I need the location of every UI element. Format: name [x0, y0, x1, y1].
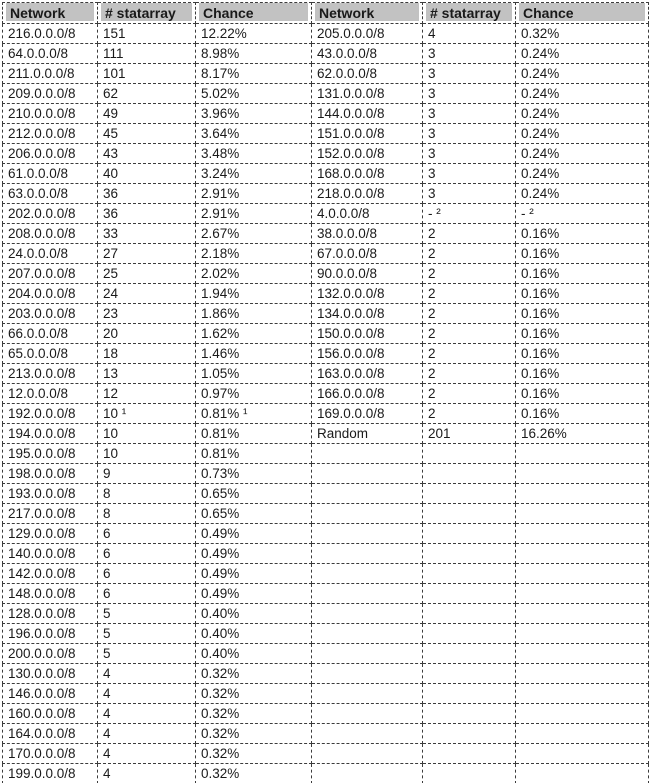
network-cell: 130.0.0.0/8	[3, 664, 98, 684]
network-cell: 66.0.0.0/8	[3, 324, 98, 344]
statarray-cell: 6	[98, 584, 196, 604]
network-cell	[312, 464, 423, 484]
statarray-cell: 101	[98, 64, 196, 84]
chance-cell	[516, 464, 649, 484]
statarray-cell: 2	[423, 384, 516, 404]
chance-cell: 0.16%	[516, 304, 649, 324]
statarray-cell: 4	[98, 664, 196, 684]
table-row	[3, 104, 649, 124]
network-cell: 203.0.0.0/8	[3, 304, 98, 324]
statarray-cell: 62	[98, 84, 196, 104]
table-row	[3, 764, 649, 783]
network-cell	[312, 704, 423, 724]
chance-cell	[516, 584, 649, 604]
col-header-network: Network	[3, 3, 98, 24]
table-row	[3, 504, 649, 524]
network-cell: 24.0.0.0/8	[3, 244, 98, 264]
network-cell: 208.0.0.0/8	[3, 224, 98, 244]
network-cell	[312, 584, 423, 604]
table-row	[3, 704, 649, 724]
statarray-cell	[423, 584, 516, 604]
statarray-cell: 5	[98, 644, 196, 664]
chance-cell: 0.24%	[516, 84, 649, 104]
statarray-cell: 33	[98, 224, 196, 244]
table-row	[3, 204, 649, 224]
table-row	[3, 64, 649, 84]
statarray-cell: 3	[423, 184, 516, 204]
chance-cell: 3.24%	[196, 164, 312, 184]
network-cell	[312, 684, 423, 704]
statarray-cell: 24	[98, 284, 196, 304]
table-row	[3, 244, 649, 264]
statarray-cell: 4	[98, 684, 196, 704]
network-cell: 144.0.0.0/8	[312, 104, 423, 124]
chance-cell: 0.81%	[196, 444, 312, 464]
chance-cell	[516, 524, 649, 544]
network-cell: 168.0.0.0/8	[312, 164, 423, 184]
table-row	[3, 684, 649, 704]
statarray-cell: 8	[98, 504, 196, 524]
network-chance-table	[2, 2, 649, 783]
table-row	[3, 744, 649, 764]
statarray-cell: 25	[98, 264, 196, 284]
chance-cell: 0.24%	[516, 104, 649, 124]
col-header-network: Network	[312, 3, 423, 24]
table-row	[3, 724, 649, 744]
statarray-cell: 5	[98, 604, 196, 624]
table-row	[3, 624, 649, 644]
statarray-cell: 3	[423, 164, 516, 184]
statarray-cell: 111	[98, 44, 196, 64]
network-cell: 209.0.0.0/8	[3, 84, 98, 104]
chance-cell	[516, 644, 649, 664]
statarray-cell	[423, 604, 516, 624]
chance-cell: 0.65%	[196, 504, 312, 524]
network-cell	[312, 724, 423, 744]
network-cell: 207.0.0.0/8	[3, 264, 98, 284]
chance-cell: 0.24%	[516, 184, 649, 204]
chance-cell: 3.48%	[196, 144, 312, 164]
chance-cell	[516, 744, 649, 764]
statarray-cell	[423, 664, 516, 684]
statarray-cell: 43	[98, 144, 196, 164]
network-cell: 129.0.0.0/8	[3, 524, 98, 544]
chance-cell	[516, 704, 649, 724]
statarray-cell: 23	[98, 304, 196, 324]
network-cell: 196.0.0.0/8	[3, 624, 98, 644]
chance-cell: 2.91%	[196, 184, 312, 204]
statarray-cell: 36	[98, 184, 196, 204]
network-cell: 156.0.0.0/8	[312, 344, 423, 364]
network-cell: 212.0.0.0/8	[3, 124, 98, 144]
statarray-cell	[423, 644, 516, 664]
table-row	[3, 524, 649, 544]
network-cell: 192.0.0.0/8	[3, 404, 98, 424]
statarray-cell: 6	[98, 564, 196, 584]
network-cell: 128.0.0.0/8	[3, 604, 98, 624]
chance-cell: 0.32%	[196, 764, 312, 783]
table-row	[3, 324, 649, 344]
chance-cell: 0.16%	[516, 244, 649, 264]
network-cell: 216.0.0.0/8	[3, 24, 98, 44]
network-cell: 166.0.0.0/8	[312, 384, 423, 404]
statarray-cell	[423, 484, 516, 504]
network-cell: 43.0.0.0/8	[312, 44, 423, 64]
chance-cell: 0.32%	[196, 724, 312, 744]
statarray-cell: 5	[98, 624, 196, 644]
network-cell: 62.0.0.0/8	[312, 64, 423, 84]
network-cell: 67.0.0.0/8	[312, 244, 423, 264]
chance-cell: 12.22%	[196, 24, 312, 44]
chance-cell: 0.81%	[196, 424, 312, 444]
statarray-cell: 10	[98, 444, 196, 464]
statarray-cell: 6	[98, 544, 196, 564]
statarray-cell	[423, 744, 516, 764]
network-cell: 217.0.0.0/8	[3, 504, 98, 524]
network-cell: 61.0.0.0/8	[3, 164, 98, 184]
chance-cell: 0.16%	[516, 224, 649, 244]
statarray-cell: 2	[423, 244, 516, 264]
statarray-cell: 2	[423, 404, 516, 424]
chance-cell: - ²	[516, 204, 649, 224]
network-cell: 38.0.0.0/8	[312, 224, 423, 244]
chance-cell: 2.02%	[196, 264, 312, 284]
network-cell: 140.0.0.0/8	[3, 544, 98, 564]
table-row	[3, 344, 649, 364]
chance-cell: 0.40%	[196, 644, 312, 664]
table-row	[3, 84, 649, 104]
chance-cell: 0.40%	[196, 624, 312, 644]
table-row	[3, 444, 649, 464]
table-row	[3, 604, 649, 624]
table-row	[3, 124, 649, 144]
network-cell: 194.0.0.0/8	[3, 424, 98, 444]
chance-cell: 0.16%	[516, 284, 649, 304]
statarray-cell: 4	[98, 744, 196, 764]
col-header-chance: Chance	[196, 3, 312, 24]
statarray-cell: 10 ¹	[98, 404, 196, 424]
statarray-cell: - ²	[423, 204, 516, 224]
statarray-cell: 2	[423, 284, 516, 304]
statarray-cell: 3	[423, 144, 516, 164]
statarray-cell: 4	[98, 724, 196, 744]
network-cell: 152.0.0.0/8	[312, 144, 423, 164]
network-cell: 131.0.0.0/8	[312, 84, 423, 104]
network-cell: 151.0.0.0/8	[312, 124, 423, 144]
network-cell: 169.0.0.0/8	[312, 404, 423, 424]
chance-cell: 0.49%	[196, 584, 312, 604]
network-cell: 12.0.0.0/8	[3, 384, 98, 404]
network-cell: 198.0.0.0/8	[3, 464, 98, 484]
chance-cell: 0.49%	[196, 564, 312, 584]
chance-cell: 0.16%	[516, 264, 649, 284]
statarray-cell: 12	[98, 384, 196, 404]
statarray-cell: 3	[423, 124, 516, 144]
chance-cell: 16.26%	[516, 424, 649, 444]
network-cell: 170.0.0.0/8	[3, 744, 98, 764]
chance-cell: 0.24%	[516, 44, 649, 64]
statarray-cell	[423, 764, 516, 783]
chance-cell: 1.86%	[196, 304, 312, 324]
network-cell: 64.0.0.0/8	[3, 44, 98, 64]
statarray-cell: 2	[423, 344, 516, 364]
network-cell: 213.0.0.0/8	[3, 364, 98, 384]
table-row	[3, 544, 649, 564]
table-row	[3, 484, 649, 504]
network-cell	[312, 744, 423, 764]
statarray-cell: 13	[98, 364, 196, 384]
chance-cell: 5.02%	[196, 84, 312, 104]
statarray-cell	[423, 724, 516, 744]
table-row	[3, 224, 649, 244]
network-cell: 193.0.0.0/8	[3, 484, 98, 504]
chance-cell: 0.16%	[516, 324, 649, 344]
table-row	[3, 664, 649, 684]
statarray-cell: 45	[98, 124, 196, 144]
statarray-cell: 36	[98, 204, 196, 224]
network-cell: 204.0.0.0/8	[3, 284, 98, 304]
chance-cell: 0.24%	[516, 124, 649, 144]
chance-cell: 1.05%	[196, 364, 312, 384]
network-cell	[312, 524, 423, 544]
chance-cell: 0.32%	[516, 24, 649, 44]
network-cell	[312, 764, 423, 783]
network-cell: 200.0.0.0/8	[3, 644, 98, 664]
statarray-cell: 4	[98, 764, 196, 783]
statarray-cell	[423, 564, 516, 584]
statarray-cell: 9	[98, 464, 196, 484]
statarray-cell: 8	[98, 484, 196, 504]
statarray-cell	[423, 524, 516, 544]
statarray-cell: 49	[98, 104, 196, 124]
statarray-cell: 151	[98, 24, 196, 44]
table-row	[3, 384, 649, 404]
network-cell: 218.0.0.0/8	[312, 184, 423, 204]
network-cell: 148.0.0.0/8	[3, 584, 98, 604]
statarray-cell	[423, 504, 516, 524]
network-cell: 195.0.0.0/8	[3, 444, 98, 464]
chance-cell: 3.96%	[196, 104, 312, 124]
chance-cell	[516, 764, 649, 783]
network-cell: 202.0.0.0/8	[3, 204, 98, 224]
table-row	[3, 424, 649, 444]
statarray-cell: 3	[423, 104, 516, 124]
chance-cell: 0.49%	[196, 544, 312, 564]
chance-cell: 0.24%	[516, 164, 649, 184]
network-cell: 199.0.0.0/8	[3, 764, 98, 783]
statarray-cell: 27	[98, 244, 196, 264]
chance-cell	[516, 504, 649, 524]
network-cell: 205.0.0.0/8	[312, 24, 423, 44]
network-cell	[312, 444, 423, 464]
table-row	[3, 44, 649, 64]
table-row	[3, 404, 649, 424]
statarray-cell: 20	[98, 324, 196, 344]
table-row	[3, 164, 649, 184]
network-cell: 90.0.0.0/8	[312, 264, 423, 284]
statarray-cell	[423, 544, 516, 564]
table-row	[3, 184, 649, 204]
network-cell: 65.0.0.0/8	[3, 344, 98, 364]
chance-cell: 0.24%	[516, 64, 649, 84]
network-cell	[312, 624, 423, 644]
chance-cell: 1.46%	[196, 344, 312, 364]
chance-cell: 0.97%	[196, 384, 312, 404]
table-row	[3, 304, 649, 324]
network-cell	[312, 644, 423, 664]
chance-cell: 0.32%	[196, 704, 312, 724]
chance-cell: 0.16%	[516, 364, 649, 384]
network-cell: 163.0.0.0/8	[312, 364, 423, 384]
statarray-cell: 2	[423, 324, 516, 344]
statarray-cell: 2	[423, 364, 516, 384]
network-cell: 4.0.0.0/8	[312, 204, 423, 224]
network-cell: 211.0.0.0/8	[3, 64, 98, 84]
statarray-cell: 40	[98, 164, 196, 184]
chance-cell	[516, 724, 649, 744]
chance-cell: 2.18%	[196, 244, 312, 264]
statarray-cell: 3	[423, 64, 516, 84]
chance-cell: 0.40%	[196, 604, 312, 624]
chance-cell: 0.49%	[196, 524, 312, 544]
table-header-row	[3, 3, 649, 24]
network-cell: Random	[312, 424, 423, 444]
chance-cell: 0.81% ¹	[196, 404, 312, 424]
chance-cell: 8.17%	[196, 64, 312, 84]
col-header-statarray: # statarray	[423, 3, 516, 24]
statarray-cell: 3	[423, 44, 516, 64]
table-row	[3, 464, 649, 484]
col-header-statarray: # statarray	[98, 3, 196, 24]
network-cell	[312, 564, 423, 584]
table-row	[3, 644, 649, 664]
table-row	[3, 264, 649, 284]
table-row	[3, 144, 649, 164]
statarray-cell	[423, 704, 516, 724]
chance-cell	[516, 664, 649, 684]
chance-cell	[516, 484, 649, 504]
network-cell: 134.0.0.0/8	[312, 304, 423, 324]
statarray-cell: 2	[423, 264, 516, 284]
chance-cell: 0.65%	[196, 484, 312, 504]
statarray-cell: 10	[98, 424, 196, 444]
network-cell	[312, 604, 423, 624]
chance-cell	[516, 544, 649, 564]
network-cell	[312, 484, 423, 504]
chance-cell	[516, 624, 649, 644]
chance-cell: 0.24%	[516, 144, 649, 164]
network-cell: 63.0.0.0/8	[3, 184, 98, 204]
table-row	[3, 584, 649, 604]
table-row	[3, 564, 649, 584]
table-row	[3, 24, 649, 44]
chance-cell	[516, 564, 649, 584]
statarray-cell	[423, 444, 516, 464]
network-cell: 160.0.0.0/8	[3, 704, 98, 724]
network-cell: 142.0.0.0/8	[3, 564, 98, 584]
chance-cell: 0.32%	[196, 684, 312, 704]
chance-cell: 3.64%	[196, 124, 312, 144]
table-row	[3, 284, 649, 304]
statarray-cell: 4	[423, 24, 516, 44]
network-cell: 146.0.0.0/8	[3, 684, 98, 704]
statarray-cell: 2	[423, 224, 516, 244]
network-cell: 210.0.0.0/8	[3, 104, 98, 124]
statarray-cell	[423, 624, 516, 644]
chance-cell: 0.32%	[196, 744, 312, 764]
chance-cell: 2.67%	[196, 224, 312, 244]
chance-cell: 0.73%	[196, 464, 312, 484]
chance-cell: 1.94%	[196, 284, 312, 304]
statarray-cell	[423, 464, 516, 484]
statarray-cell: 201	[423, 424, 516, 444]
chance-cell	[516, 684, 649, 704]
chance-cell: 1.62%	[196, 324, 312, 344]
chance-cell: 0.32%	[196, 664, 312, 684]
chance-cell: 2.91%	[196, 204, 312, 224]
network-cell: 164.0.0.0/8	[3, 724, 98, 744]
network-cell	[312, 504, 423, 524]
chance-cell: 0.16%	[516, 384, 649, 404]
network-cell: 132.0.0.0/8	[312, 284, 423, 304]
statarray-cell	[423, 684, 516, 704]
chance-cell: 8.98%	[196, 44, 312, 64]
chance-cell	[516, 444, 649, 464]
chance-cell: 0.16%	[516, 344, 649, 364]
network-cell: 206.0.0.0/8	[3, 144, 98, 164]
chance-cell: 0.16%	[516, 404, 649, 424]
statarray-cell: 3	[423, 84, 516, 104]
network-cell	[312, 664, 423, 684]
statarray-cell: 4	[98, 704, 196, 724]
statarray-cell: 18	[98, 344, 196, 364]
network-cell: 150.0.0.0/8	[312, 324, 423, 344]
statarray-cell: 6	[98, 524, 196, 544]
network-cell	[312, 544, 423, 564]
chance-cell	[516, 604, 649, 624]
table-row	[3, 364, 649, 384]
statarray-cell: 2	[423, 304, 516, 324]
col-header-chance: Chance	[516, 3, 649, 24]
